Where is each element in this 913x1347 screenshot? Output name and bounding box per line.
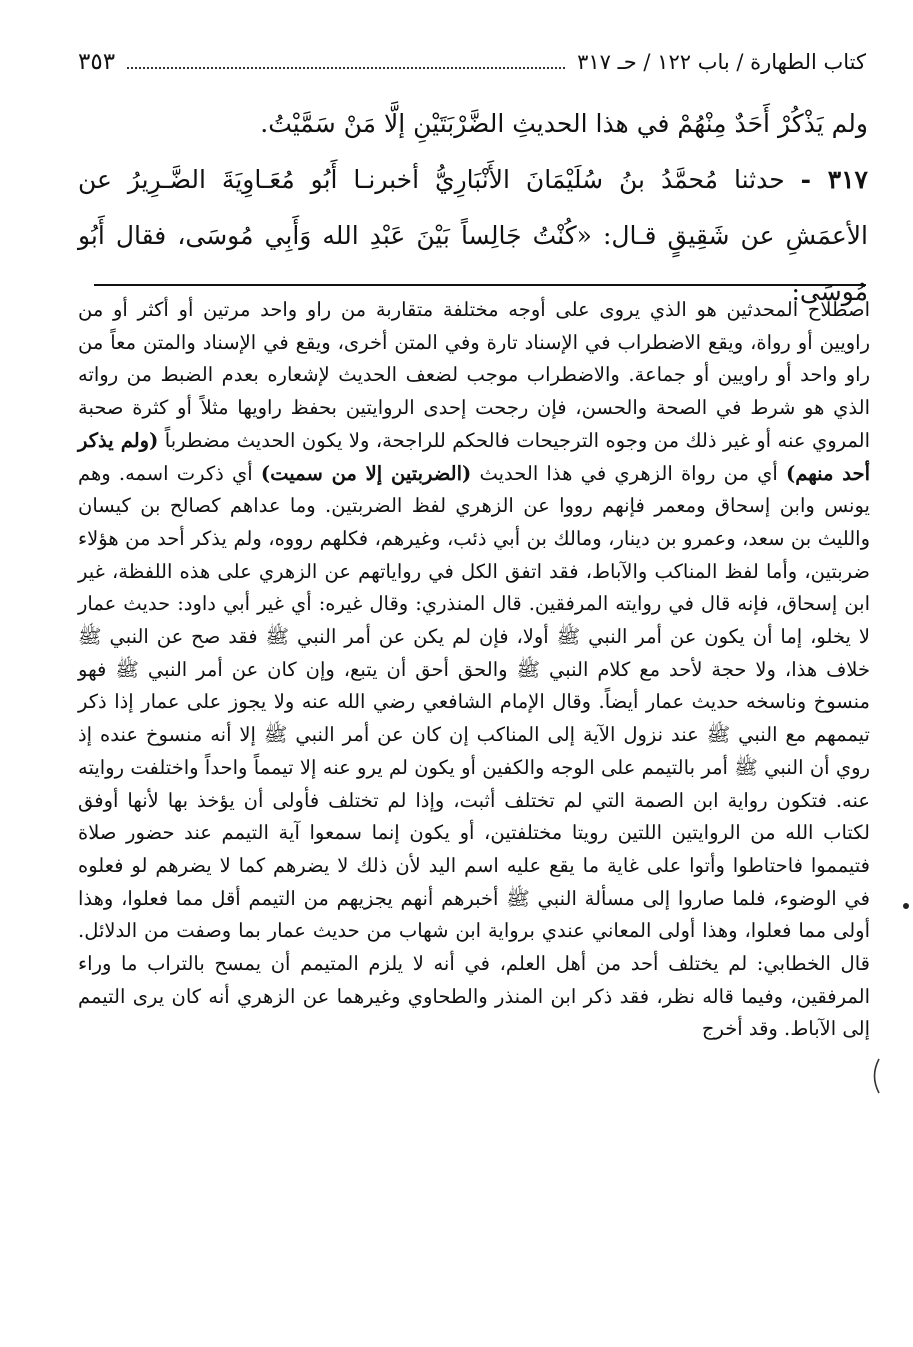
commentary-text-2: أي من رواة الزهري في هذا الحديث — [479, 461, 778, 485]
quoted-phrase-1: (ولم يذكر أحد منهم) — [78, 428, 870, 485]
footnote-divider — [94, 284, 866, 286]
commentary-paragraph — [78, 294, 870, 1046]
margin-parenthesis-mark — [868, 1058, 882, 1094]
page-number: ٣٥٣ — [78, 49, 116, 75]
commentary-text-3: أي ذكرت اسمه. وهم يونس وابن إسحاق ومعمر فإنهم رووا عن الزهري لفظ الضربتين. وما عداهم كصالح بن كيسان والليث بن سعد، وعمرو بن دينار، ومالك بن أبي ذئب، وغيرهم، فكلهم رووه، ولم يذكر أحد من هؤلاء ضربتين، وأما لفظ المناكب والآباط، فقد اتفق الكل في رواياتهم عن الزهري على هذه اللفظة، غير ابن إسحاق، فإنه قال في روايته المرفقين. قال المنذري: وقال غيره: أي غير أبي داود: حديث عمار لا يخلو، إما أن يكون عن أمر النبي ﷺ أولا، فإن لم يكن عن أمر النبي ﷺ فقد صح عن النبي ﷺ خلاف هذا، ولا حجة لأحد مع كلام النبي ﷺ والحق أحق أن يتبع، وإن كان عن أمر النبي ﷺ فهو منسوخ وناسخه حديث عمار أيضاً. وقال الإمام الشافعي رضي الله عنه ولا يجوز على عمار إذا ذكر تيممهم مع النبي ﷺ عند نزول الآية إلى المناكب إن كان عن أمر النبي ﷺ إلا أنه منسوخ عنده إذ روي أن النبي ﷺ أمر بالتيمم على الوجه والكفين أو يكون لم يرو عنه إلا تيمماً واحداً واختلفت روايته عنه. فتكون رواية ابن الصمة التي لم تختلف أثبت، وإذا لم تختلف فأولى أن يؤخذ بها لأنها أوفق لكتاب الله من الروايتين اللتين رويتا مختلفتين، أو يكون إنما سمعوا آية التيمم عند حضور صلاة فتيمموا فاحتاطوا وأتوا على غاية ما يقع عليه اسم اليد لأن ذلك لا يضرهم كما لا يضرهم لو فعلوه في الوضوء، فلما صاروا إلى مسألة النبي ﷺ أخبرهم أنهم يجزيهم من التيمم أقل مما فعلوا، وهذا أولى مما فعلوا، وهذا أولى المعاني عندي برواية ابن شهاب من حديث عمار بما وصفت من الدلائل. قال الخطابي: لم يختلف أحد من أهل العلم، في أنه لا يلزم المتيمم أن يمسح بالتراب ما وراء المرفقين، وفيما قاله نظر، فقد ذكر ابن المنذر والطحاوي وغيرهما عن الزهري أنه كان يرى التيمم إلى الآباط. وقد أخرج — [78, 461, 870, 1041]
running-title: كتاب الطهارة / باب ١٢٢ / حـ ٣١٧ — [577, 50, 866, 74]
margin-dot — [903, 903, 909, 909]
continuation-line: ولم يَذْكُرْ أَحَدٌ مِنْهُمْ في هذا الحديثِ الضَّرْبَتَيْنِ إلَّا مَنْ سَمَّيْتُ. — [260, 109, 868, 138]
commentary — [78, 294, 870, 1046]
hadith-text: حدثنا مُحمَّدُ بنُ سُلَيْمَانَ الأَنْبَارِيُّ أخبرنـا أَبُو مُعَـاوِيَةَ الضَّـرِيرُ عن الأعمَشِ عن شَقِيقٍ قـال: «كُنْتُ جَالِساً بَيْنَ عَبْدِ الله وَأَبِي مُوسَى، فقال أَبُو مُوسَى: — [78, 165, 868, 306]
page-header — [78, 40, 866, 84]
dotted-leader — [127, 67, 565, 69]
quoted-phrase-2: (الضربتين إلا من سميت) — [260, 461, 472, 485]
hadith-number: ٣١٧ - — [800, 165, 868, 194]
commentary-text-1: اصطلاح المحدثين هو الذي يروى على أوجه مختلفة متقاربة من راو واحد مرتين أو أكثر أو من راويين أو رواة، ويقع الاضطراب في الإسناد تارة وفي المتن أخرى، ويقع في الإسناد والمتن معاً من راو واحد أو راويين أو جماعة. والاضطراب موجب لضعف الحديث لإشعاره بعدم الضبط من رواته الذي هو شرط في الصحة والحسن، فإن رجحت إحدى الروايتين بحفظ راويها مثلاً أو كثرة صحبة المروي عنه أو غير ذلك من وجوه الترجيحات فالحكم للراجحة، ولا يكون الحديث مضطرباً — [78, 298, 871, 452]
main-text — [78, 96, 868, 320]
